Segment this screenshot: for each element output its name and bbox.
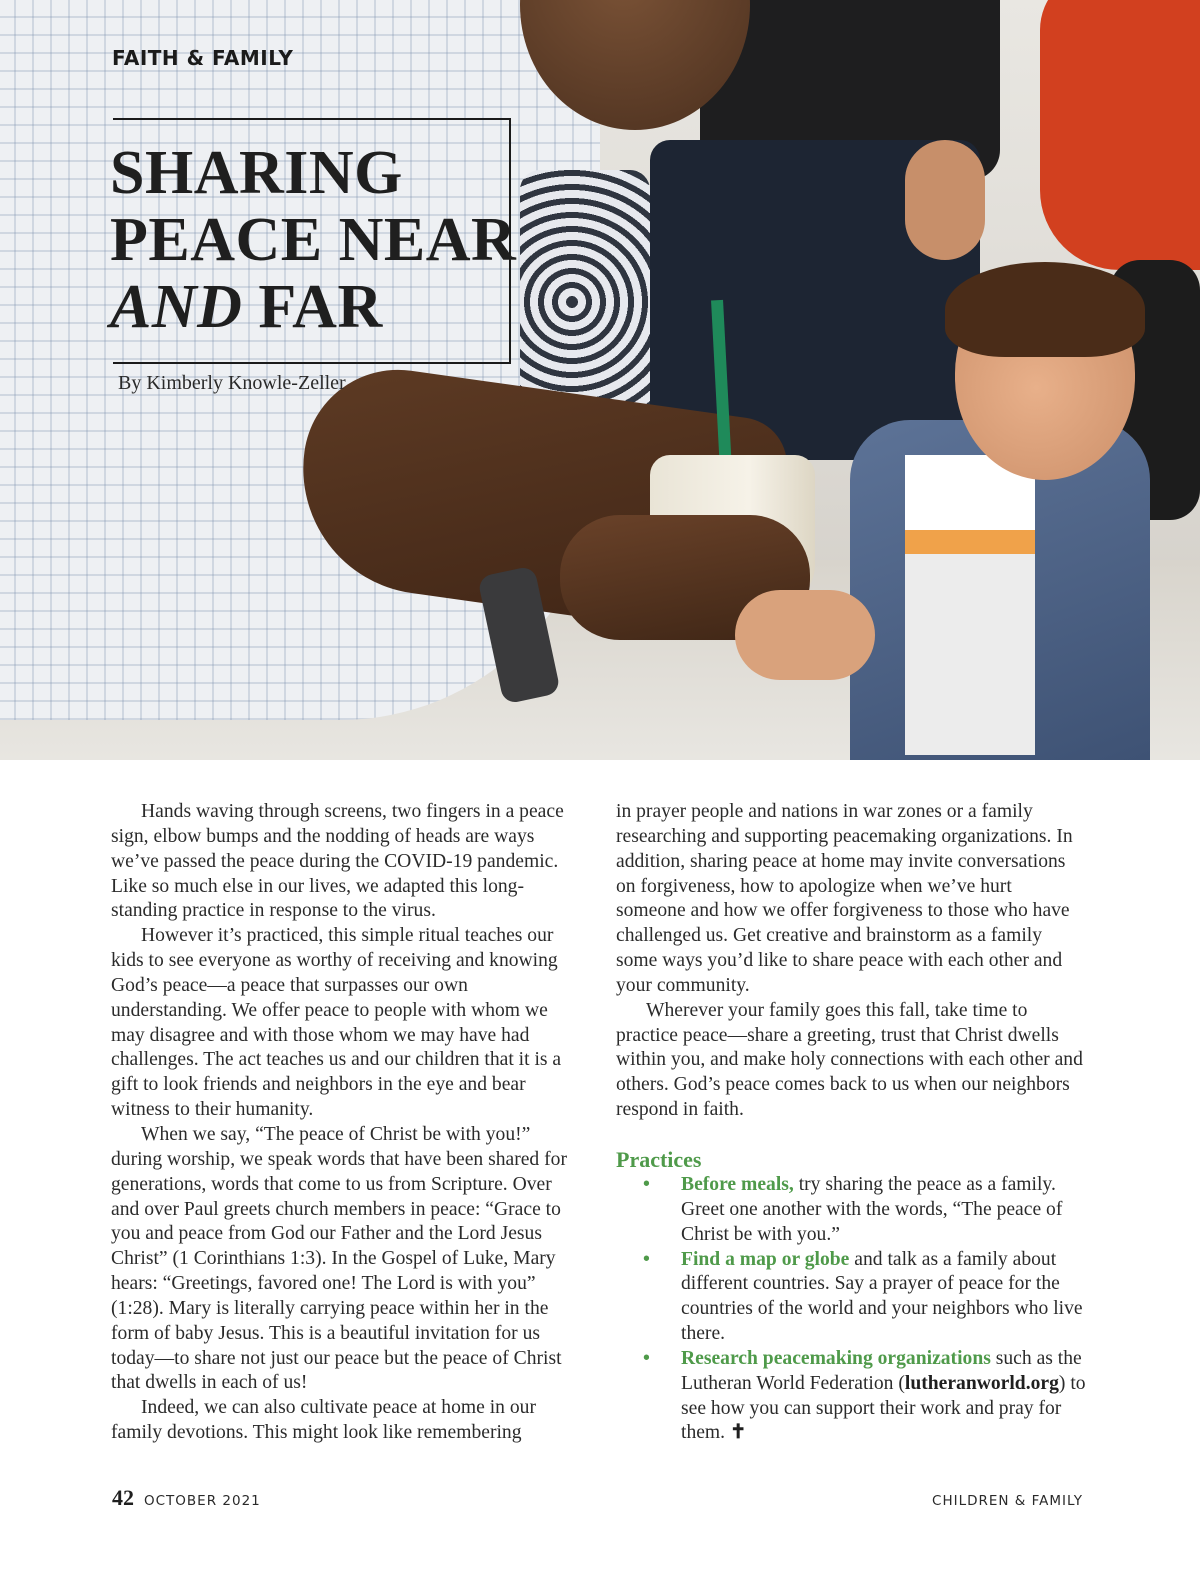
issue-date: OCTOBER 2021 <box>144 1493 261 1509</box>
body-paragraph: Wherever your family goes this fall, take time to practice peace—share a greeting, trust that Christ dwells within you, and make holy connections with each other and others. God’s peace comes back to us when our neighbors respond in faith. <box>616 999 1083 1121</box>
practices-list <box>616 1173 1086 1446</box>
practice-item <box>616 1173 1086 1248</box>
practice-text: ) to see how you can support their work and pray for them. <box>681 1372 1086 1444</box>
title-line-3-rest: FAR <box>242 273 383 341</box>
practices-heading: Practices <box>616 1146 702 1172</box>
practice-text: and talk as a family about different countries. Say a prayer of peace for the countries of the world and your neighbors who live there. <box>681 1248 1083 1345</box>
practice-lead: Research peacemaking organizations <box>681 1347 991 1369</box>
byline: By Kimberly Knowle-Zeller <box>118 372 346 394</box>
left-column <box>111 800 579 1446</box>
practice-lead: Find a map or globe <box>681 1248 850 1270</box>
bullet-icon: • <box>643 1173 650 1195</box>
photo-red-jacket <box>1040 0 1200 270</box>
body-paragraph: Hands waving through screens, two fingers in a peace sign, elbow bumps and the nodding of heads are ways we’ve passed the peace during the COVID-19 pandemic. Like so much else in our lives, we adapted this long-standing practice in response to the virus. <box>111 801 564 922</box>
practice-text: such as the Lutheran World Federation ( <box>681 1347 1082 1394</box>
website-link[interactable]: lutheranworld.org <box>904 1372 1059 1394</box>
body-paragraph: in prayer people and nations in war zones or a family researching and supporting peacemaking organizations. In addition, sharing peace at home may invite conversations on forgiveness, how to apologize when we’ve hurt someone and how we offer forgiveness to those who have challenged us. Get creative and brainstorm as a family some ways you’d like to share peace with each other and your community. <box>616 801 1073 996</box>
body-paragraph: When we say, “The peace of Christ be with you!” during worship, we speak words that have been shared for generations, words that come to us from Scripture. Over and over Paul greets church members in peace: “Grace to you and peace from God our Father and the Lord Jesus Christ” (1 Corinthians 1:3). In the Gospel of Luke, Mary hears: “Greetings, favored one! The Lord is with you” (1:28). Mary is literally carrying peace within her in the form of baby Jesus. This is a beautiful invitation for us today—to share not just our peace but the peace of Christ that dwells in each of us! <box>111 1123 567 1394</box>
photo-child-shirt <box>905 455 1035 755</box>
bullet-icon: • <box>643 1347 650 1369</box>
footer-left <box>112 1485 261 1511</box>
right-column <box>616 800 1086 1446</box>
practice-text: try sharing the peace as a family. Greet one another with the words, “The peace of Christ be with you.” <box>681 1173 1063 1245</box>
practice-item <box>616 1347 1086 1446</box>
title-line-3 <box>110 274 516 341</box>
body-paragraph: Indeed, we can also cultivate peace at home in our family devotions. This might look like remembering <box>111 1397 536 1444</box>
title-line-2: PEACE NEAR <box>110 206 517 274</box>
footer-department: CHILDREN & FAMILY <box>932 1493 1083 1509</box>
photo-arm <box>905 140 985 260</box>
page-title <box>110 140 516 341</box>
practice-lead: Before meals, <box>681 1173 794 1195</box>
photo-child-hand <box>735 590 875 680</box>
page-number: 42 <box>112 1485 134 1510</box>
cross-end-icon: ✝ <box>729 1422 747 1444</box>
body-paragraph: However it’s practiced, this simple ritual teaches our kids to see everyone as worthy of receiving and knowing God’s peace—a peace that surpasses our own understanding. We offer peace to people with whom we may disagree and with those whom we may have had challenges. The act teaches us and our children that it is a gift to look friends and neighbors in the eye and bear witness to their humanity. <box>111 925 562 1121</box>
bullet-icon: • <box>643 1248 650 1270</box>
title-line-1: SHARING <box>110 139 403 207</box>
photo-child-hair <box>945 262 1145 357</box>
practice-item <box>616 1248 1086 1347</box>
section-tag: FAITH & FAMILY <box>112 46 294 70</box>
title-italic-word: AND <box>110 273 243 341</box>
